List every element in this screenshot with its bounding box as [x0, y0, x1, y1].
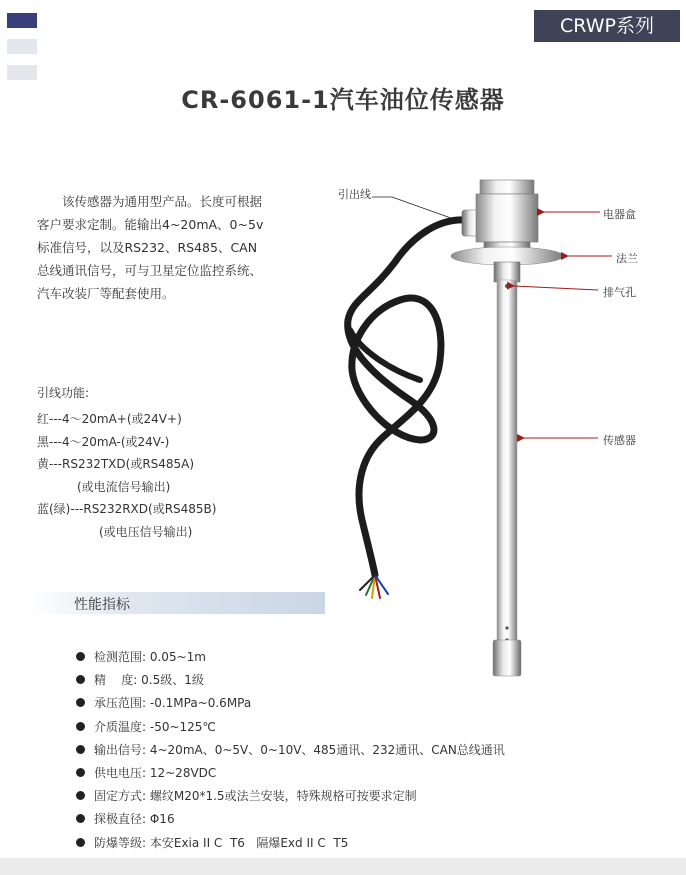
wire-blue: 蓝(绿)---RS232RXD(或RS485B) — [37, 502, 217, 516]
bullet-icon — [76, 814, 85, 823]
spec-item: 输出信号: 4~20mA、0~5V、0~10V、485通讯、232通讯、CAN总线通讯 — [76, 739, 505, 762]
vent-hole — [505, 284, 509, 288]
spec-item: 固定方式: 螺纹M20*1.5或法兰安装，特殊规格可按要求定制 — [76, 785, 505, 808]
performance-heading-bar — [27, 592, 325, 614]
bullet-icon — [76, 652, 85, 661]
label-lead-wire: 引出线 — [338, 188, 371, 201]
wire-blue-note: (或电压信号输出) — [99, 524, 193, 539]
spec-item: 检测范围: 0.05~1m — [76, 646, 505, 669]
label-vent-hole: 排气孔 — [603, 286, 636, 299]
bullet-icon — [76, 745, 85, 754]
label-sensor: 传感器 — [603, 434, 636, 447]
spec-item: 精 度: 0.5级、1级 — [76, 669, 505, 692]
wire-red: 红---4～20mA+(或24V+) — [37, 412, 182, 426]
wire-yellow-note: (或电流信号输出) — [77, 479, 171, 494]
wire-black: 黑---4～20mA-(或24V-) — [37, 434, 170, 449]
bullet-icon — [76, 791, 85, 800]
performance-heading: 性能指标 — [74, 597, 130, 613]
spec-list — [76, 646, 505, 855]
spec-item: 供电电压: 12~28VDC — [76, 762, 505, 785]
wire-function-heading: 引线功能: — [37, 386, 90, 400]
footer-bar — [0, 858, 686, 875]
page-title: CR-6061-1汽车油位传感器 — [181, 86, 505, 114]
sensor-tube — [497, 280, 517, 642]
spec-item: 承压范围: -0.1MPa~0.6MPa — [76, 692, 505, 715]
spec-item: 探极直径: Φ16 — [76, 808, 505, 831]
spec-item: 介质温度: -50~125℃ — [76, 716, 505, 739]
series-badge: CRWP系列 — [534, 10, 680, 42]
intro-paragraph: 该传感器为通用型产品。长度可根据客户要求定制。能输出4~20mA、0~5v标准信号，以及RS232、RS485、CAN总线通讯信号，可与卫星定位监控系统、汽车改装厂等配套使用。 — [37, 194, 264, 301]
label-electrical-box: 电器盒 — [603, 208, 636, 221]
wire-yellow: 黄---RS232TXD(或RS485A) — [37, 457, 195, 471]
bullet-icon — [76, 675, 85, 684]
bullet-icon — [76, 838, 85, 847]
cable — [348, 220, 478, 598]
label-flange: 法兰 — [616, 252, 638, 265]
bullet-icon — [76, 698, 85, 707]
electrical-box — [476, 194, 538, 242]
spec-item: 防爆等级: 本安Exia II C T6 隔爆Exd II C T5 — [76, 832, 505, 855]
bullet-icon — [76, 768, 85, 777]
bullet-icon — [76, 722, 85, 731]
box-cap — [480, 180, 534, 194]
